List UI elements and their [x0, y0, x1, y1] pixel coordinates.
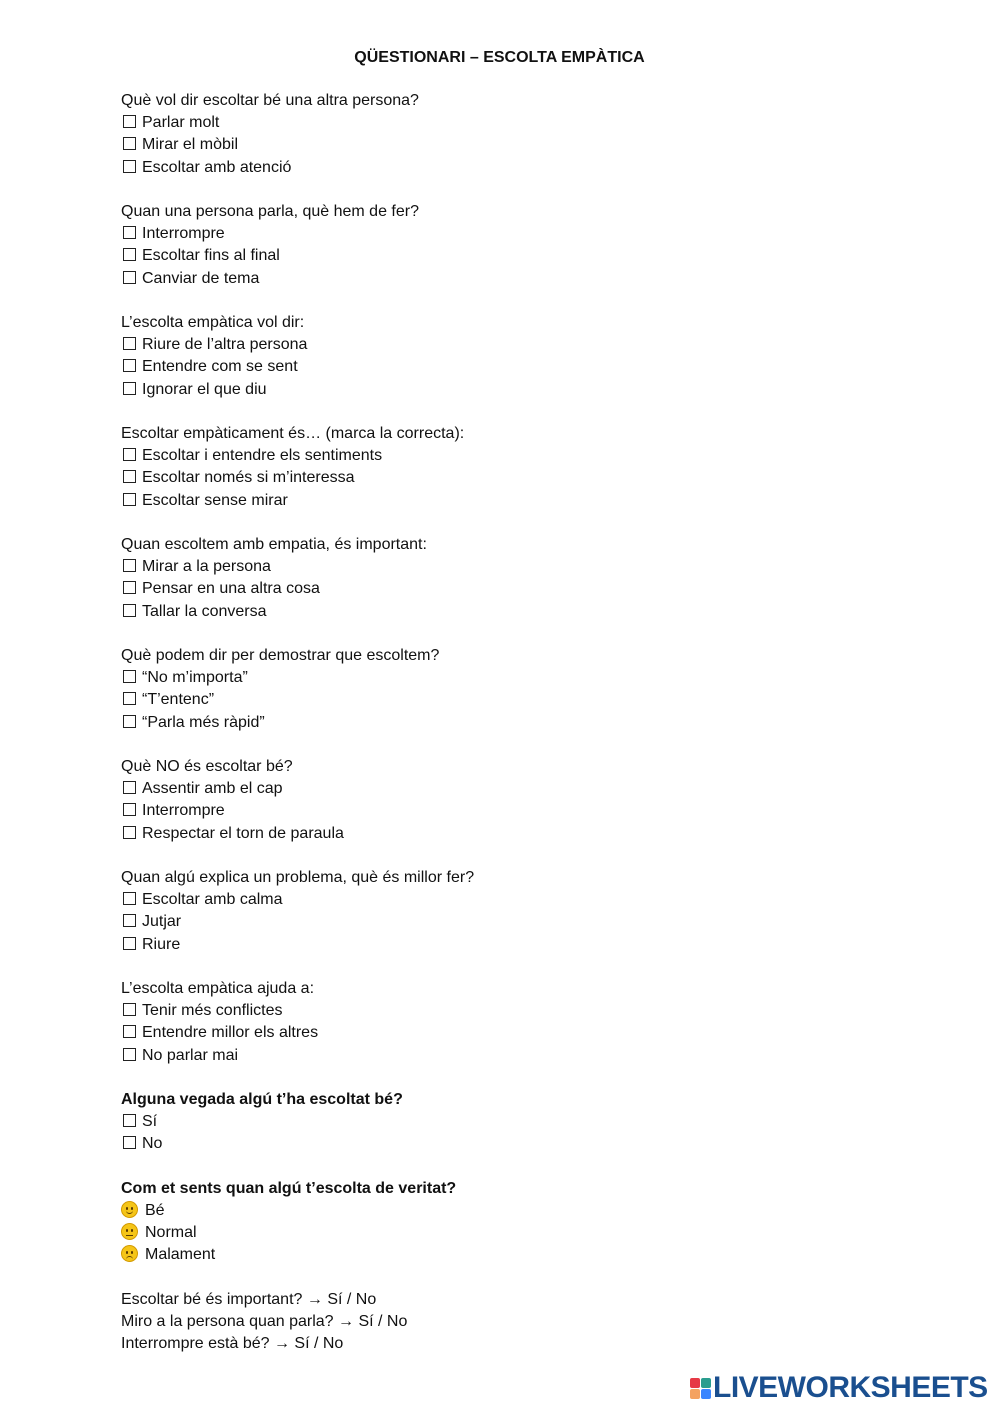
answer-option[interactable]: [121, 712, 921, 734]
option-label: Entendre millor els altres: [142, 1024, 319, 1042]
checkbox-icon[interactable]: [123, 604, 136, 617]
feelings-question: [121, 1178, 921, 1267]
option-label: Escoltar només si m’interessa: [142, 469, 355, 487]
checkbox-icon[interactable]: [123, 914, 136, 927]
option-label: Assentir amb el cap: [142, 780, 283, 798]
checkbox-icon[interactable]: [123, 1114, 136, 1127]
option-label: Escoltar fins al final: [142, 247, 280, 265]
checkbox-icon[interactable]: [123, 448, 136, 461]
option-label: “No m’importa”: [142, 669, 248, 687]
answer-option[interactable]: [121, 667, 921, 689]
checkbox-icon[interactable]: [123, 382, 136, 395]
checkbox-icon[interactable]: [123, 892, 136, 905]
answer-option[interactable]: [121, 379, 921, 401]
answer-option[interactable]: [121, 223, 921, 245]
feeling-option[interactable]: [121, 1244, 921, 1266]
question-block: [121, 534, 921, 623]
option-label: Tallar la conversa: [142, 602, 267, 620]
feeling-option[interactable]: [121, 1200, 921, 1222]
answer-option[interactable]: [121, 778, 921, 800]
question-block: [121, 756, 921, 845]
answer-option[interactable]: [121, 1045, 921, 1067]
answer-option[interactable]: [121, 601, 921, 623]
option-label: Tenir més conflictes: [142, 1002, 283, 1020]
checkbox-icon[interactable]: [123, 248, 136, 261]
answer-option[interactable]: [121, 800, 921, 822]
question-text: Quan escoltem amb empatia, és important:: [121, 536, 427, 553]
question-text: Què podem dir per demostrar que escoltem?: [121, 647, 440, 664]
answer-option[interactable]: [121, 556, 921, 578]
answer-option[interactable]: [121, 1111, 921, 1133]
question-text: Escoltar empàticament és… (marca la correcta):: [121, 425, 465, 442]
question-text: Què NO és escoltar bé?: [121, 758, 293, 775]
question-list: [121, 90, 921, 1156]
question-text: Alguna vegada algú t’ha escoltat bé?: [121, 1091, 403, 1108]
option-label: Sí: [142, 1113, 158, 1131]
worried-face-icon: [121, 1245, 138, 1262]
checkbox-icon[interactable]: [123, 715, 136, 728]
option-label: Entendre com se sent: [142, 358, 298, 376]
checkbox-icon[interactable]: [123, 826, 136, 839]
option-label: Mirar el mòbil: [142, 136, 239, 154]
option-label: Pensar en una altra cosa: [142, 580, 320, 598]
option-label: Interrompre: [142, 802, 225, 820]
question-block: [121, 201, 921, 290]
question-block: [121, 1089, 921, 1156]
feeling-label: Normal: [145, 1224, 197, 1242]
option-label: Escoltar i entendre els sentiments: [142, 447, 383, 465]
checkbox-icon[interactable]: [123, 226, 136, 239]
question-text: Com et sents quan algú t’escolta de veritat?: [121, 1179, 457, 1197]
checkbox-icon[interactable]: [123, 1136, 136, 1149]
option-label: Riure de l’altra persona: [142, 336, 308, 354]
option-label: “Parla més ràpid”: [142, 713, 265, 731]
option-label: Parlar molt: [142, 114, 220, 132]
answer-option[interactable]: [121, 934, 921, 956]
option-label: Respectar el torn de paraula: [142, 824, 344, 842]
checkbox-icon[interactable]: [123, 937, 136, 950]
option-label: Canviar de tema: [142, 269, 260, 287]
question-text: Quan algú explica un problema, què és millor fer?: [121, 869, 475, 886]
checkbox-icon[interactable]: [123, 692, 136, 705]
option-label: Escoltar sense mirar: [142, 491, 288, 509]
question-text: L’escolta empàtica ajuda a:: [121, 980, 315, 997]
answer-option[interactable]: [121, 157, 921, 179]
checkbox-icon[interactable]: [123, 803, 136, 816]
checkbox-icon[interactable]: [123, 137, 136, 150]
checkbox-icon[interactable]: [123, 581, 136, 594]
option-label: Riure: [142, 935, 181, 953]
answer-option[interactable]: [121, 689, 921, 711]
question-text: Quan una persona parla, què hem de fer?: [121, 203, 419, 220]
answer-option[interactable]: [121, 889, 921, 911]
feeling-label: Malament: [145, 1246, 216, 1264]
question-block: [121, 312, 921, 401]
answer-option[interactable]: [121, 490, 921, 512]
checkbox-icon[interactable]: [123, 670, 136, 683]
option-label: “T’entenc”: [142, 691, 215, 709]
option-label: Escoltar amb atenció: [142, 158, 292, 176]
feeling-label: Bé: [145, 1202, 165, 1219]
option-label: Interrompre: [142, 225, 225, 243]
yes-no-list: [121, 1289, 921, 1356]
slightly-smiling-face-icon: [121, 1201, 138, 1218]
question-block: [121, 423, 921, 512]
question-text: L’escolta empàtica vol dir:: [121, 314, 305, 331]
checkbox-icon[interactable]: [123, 1025, 136, 1038]
checkbox-icon[interactable]: [123, 470, 136, 483]
answer-option[interactable]: [121, 445, 921, 467]
page-title: QÜESTIONARI – ESCOLTA EMPÀTICA: [354, 49, 645, 66]
option-label: Jutjar: [142, 913, 182, 931]
answer-option[interactable]: [121, 356, 921, 378]
liveworksheets-logo: [690, 1373, 988, 1403]
answer-option[interactable]: [121, 1022, 921, 1044]
option-label: No parlar mai: [142, 1046, 239, 1064]
yes-no-question[interactable]: Interrompre està bé? → Sí / No: [121, 1335, 344, 1353]
questionnaire: [121, 90, 921, 1355]
checkbox-icon[interactable]: [123, 1048, 136, 1061]
logo-text: LIVEWORKSHEETS: [713, 1371, 988, 1404]
yes-no-question[interactable]: Escoltar bé és important? → Sí / No: [121, 1290, 377, 1308]
checkbox-icon[interactable]: [123, 559, 136, 572]
checkbox-icon[interactable]: [123, 271, 136, 284]
checkbox-icon[interactable]: [123, 781, 136, 794]
answer-option[interactable]: [121, 134, 921, 156]
checkbox-icon[interactable]: [123, 160, 136, 173]
question-block: [121, 90, 921, 179]
question-block: [121, 645, 921, 734]
answer-option[interactable]: [121, 823, 921, 845]
answer-option[interactable]: [121, 1133, 921, 1155]
neutral-face-icon: [121, 1223, 138, 1240]
option-label: Mirar a la persona: [142, 558, 271, 576]
option-label: No: [142, 1135, 163, 1153]
feeling-option[interactable]: [121, 1222, 921, 1244]
yes-no-question[interactable]: Miro a la persona quan parla? → Sí / No: [121, 1313, 408, 1330]
answer-option[interactable]: [121, 911, 921, 933]
checkbox-icon[interactable]: [123, 493, 136, 506]
answer-option[interactable]: [121, 1000, 921, 1022]
checkbox-icon[interactable]: [123, 1003, 136, 1016]
checkbox-icon[interactable]: [123, 359, 136, 372]
question-block: [121, 978, 921, 1067]
question-text: Què vol dir escoltar bé una altra persona?: [121, 92, 419, 109]
answer-option[interactable]: [121, 245, 921, 267]
answer-option[interactable]: [121, 112, 921, 134]
logo-mark-icon: [690, 1378, 711, 1399]
option-label: Ignorar el que diu: [142, 380, 267, 398]
checkbox-icon[interactable]: [123, 115, 136, 128]
answer-option[interactable]: [121, 334, 921, 356]
answer-option[interactable]: [121, 467, 921, 489]
answer-option[interactable]: [121, 578, 921, 600]
checkbox-icon[interactable]: [123, 337, 136, 350]
question-block: [121, 867, 921, 956]
option-label: Escoltar amb calma: [142, 891, 283, 909]
answer-option[interactable]: [121, 268, 921, 290]
